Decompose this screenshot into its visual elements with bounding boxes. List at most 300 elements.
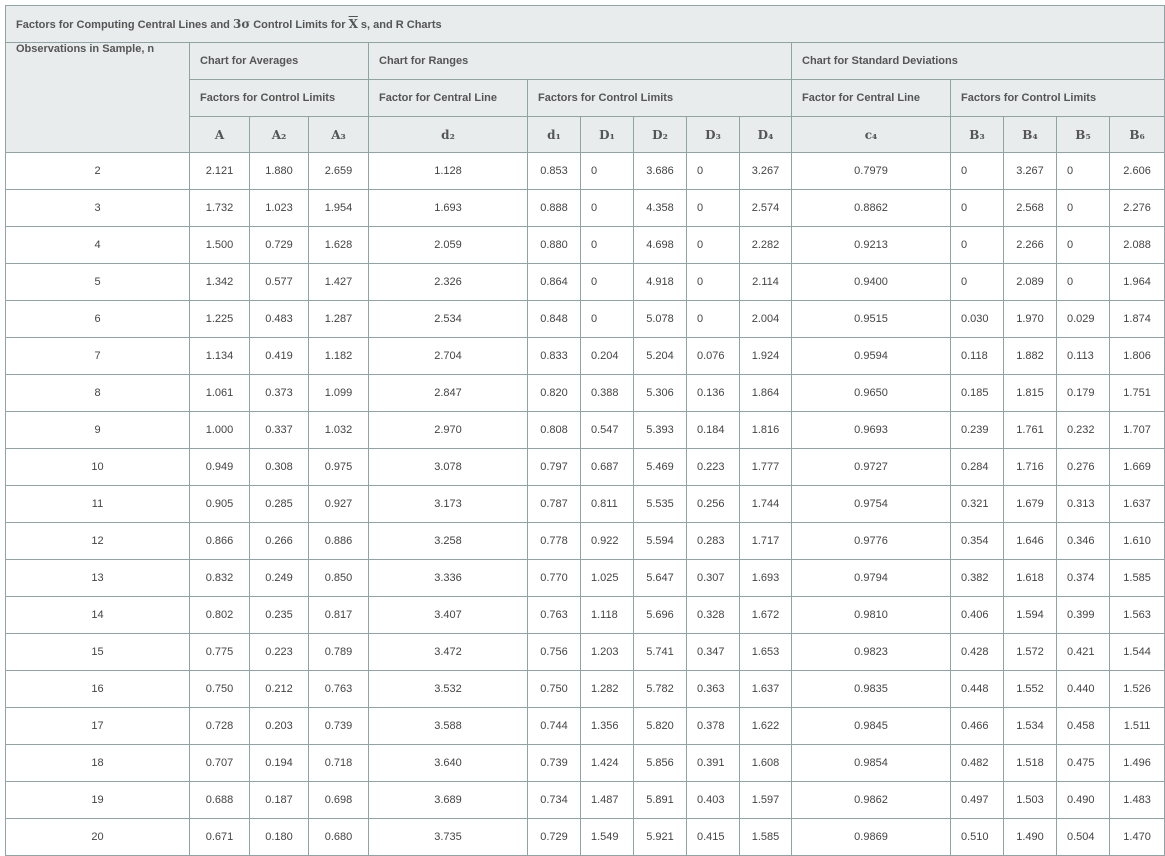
factor-cell: 0.687 (581, 449, 634, 486)
ranges-factors-header: Factors for Control Limits (528, 80, 792, 117)
factor-cell: 1.653 (740, 634, 792, 671)
factor-cell: 0.388 (581, 375, 634, 412)
factor-cell: 1.424 (581, 745, 634, 782)
factor-cell: 0.391 (687, 745, 740, 782)
factor-cell: 3.407 (369, 597, 528, 634)
factor-cell: 0.440 (1057, 671, 1110, 708)
factor-cell: 0.739 (528, 745, 581, 782)
factor-cell: 0 (1057, 153, 1110, 190)
factor-cell: 0 (581, 301, 634, 338)
symbol-header: A₂ (250, 117, 309, 153)
factor-cell: 1.970 (1004, 301, 1057, 338)
factor-cell: 1.964 (1110, 264, 1165, 301)
symbol-header: D₁ (581, 117, 634, 153)
table-row (6, 523, 1165, 560)
factor-cell: 0.9776 (792, 523, 951, 560)
table-row (6, 375, 1165, 412)
factor-cell: 0.853 (528, 153, 581, 190)
factor-cell: 4.358 (634, 190, 687, 227)
factor-cell: 0.313 (1057, 486, 1110, 523)
factor-cell: 0.888 (528, 190, 581, 227)
factor-cell: 3.267 (740, 153, 792, 190)
table-row (6, 412, 1165, 449)
factor-cell: 0 (951, 190, 1004, 227)
factor-cell: 0.490 (1057, 782, 1110, 819)
factor-cell: 5.393 (634, 412, 687, 449)
factor-cell: 0.864 (528, 264, 581, 301)
factor-cell: 0.9835 (792, 671, 951, 708)
factor-cell: 0 (687, 153, 740, 190)
factor-cell: 0.347 (687, 634, 740, 671)
factor-cell: 1.032 (309, 412, 369, 449)
factor-cell: 0.266 (250, 523, 309, 560)
factor-cell: 0.734 (528, 782, 581, 819)
factor-cell: 1.806 (1110, 338, 1165, 375)
factor-cell: 1.500 (190, 227, 250, 264)
sample-size-cell: 7 (6, 338, 190, 375)
table-row (6, 634, 1165, 671)
factor-cell: 1.134 (190, 338, 250, 375)
factor-cell: 1.761 (1004, 412, 1057, 449)
factor-cell: 2.568 (1004, 190, 1057, 227)
factor-cell: 0.419 (250, 338, 309, 375)
factor-cell: 0.9693 (792, 412, 951, 449)
factor-cell: 0 (951, 227, 1004, 264)
factor-cell: 1.025 (581, 560, 634, 597)
factor-cell: 5.921 (634, 819, 687, 856)
factor-cell: 2.970 (369, 412, 528, 449)
factor-cell: 2.606 (1110, 153, 1165, 190)
std-devs-header: Chart for Standard Deviations (792, 43, 1165, 80)
table-row (6, 338, 1165, 375)
factor-cell: 1.864 (740, 375, 792, 412)
factor-cell: 3.689 (369, 782, 528, 819)
factor-cell: 0 (581, 190, 634, 227)
averages-factors-header: Factors for Control Limits (190, 80, 369, 117)
factor-cell: 5.647 (634, 560, 687, 597)
factor-cell: 5.594 (634, 523, 687, 560)
factor-cell: 1.490 (1004, 819, 1057, 856)
factor-cell: 0.510 (951, 819, 1004, 856)
factor-cell: 0.9400 (792, 264, 951, 301)
factor-cell: 1.693 (740, 560, 792, 597)
factor-cell: 0 (1057, 227, 1110, 264)
factor-cell: 0 (581, 264, 634, 301)
factor-cell: 0.927 (309, 486, 369, 523)
factor-cell: 1.646 (1004, 523, 1057, 560)
factor-cell: 2.089 (1004, 264, 1057, 301)
factor-cell: 0 (951, 264, 1004, 301)
table-row (6, 301, 1165, 338)
factor-cell: 0.399 (1057, 597, 1110, 634)
factor-cell: 0.778 (528, 523, 581, 560)
factor-cell: 0.808 (528, 412, 581, 449)
factor-cell: 0.482 (951, 745, 1004, 782)
factor-cell: 0.763 (309, 671, 369, 708)
sample-size-cell: 15 (6, 634, 190, 671)
factor-cell: 0.187 (250, 782, 309, 819)
factor-cell: 0.671 (190, 819, 250, 856)
factor-cell: 5.306 (634, 375, 687, 412)
factor-cell: 0.421 (1057, 634, 1110, 671)
factor-cell: 2.534 (369, 301, 528, 338)
table-row (6, 264, 1165, 301)
factor-cell: 0.321 (951, 486, 1004, 523)
sample-size-cell: 10 (6, 449, 190, 486)
factor-cell: 0 (687, 301, 740, 338)
factor-cell: 0.9869 (792, 819, 951, 856)
factor-cell: 5.535 (634, 486, 687, 523)
factor-cell: 1.356 (581, 708, 634, 745)
table-row (6, 153, 1165, 190)
factor-cell: 2.282 (740, 227, 792, 264)
factor-cell: 1.637 (740, 671, 792, 708)
factor-cell: 1.882 (1004, 338, 1057, 375)
factor-cell: 0.328 (687, 597, 740, 634)
table-row (6, 708, 1165, 745)
factor-cell: 3.588 (369, 708, 528, 745)
factor-cell: 2.574 (740, 190, 792, 227)
factor-cell: 1.679 (1004, 486, 1057, 523)
factor-cell: 2.088 (1110, 227, 1165, 264)
title-xbar: $\overline{X}$ (348, 17, 358, 31)
factor-cell: 1.511 (1110, 708, 1165, 745)
factor-cell: 0.337 (250, 412, 309, 449)
factor-cell: 0.223 (687, 449, 740, 486)
factor-cell: 0.832 (190, 560, 250, 597)
factor-cell: 0.076 (687, 338, 740, 375)
factor-cell: 3.078 (369, 449, 528, 486)
factor-cell: 0.118 (951, 338, 1004, 375)
sample-size-cell: 16 (6, 671, 190, 708)
factor-cell: 0.775 (190, 634, 250, 671)
factor-cell: 5.204 (634, 338, 687, 375)
factor-cell: 1.526 (1110, 671, 1165, 708)
factor-cell: 1.182 (309, 338, 369, 375)
factor-cell: 1.594 (1004, 597, 1057, 634)
factor-cell: 0.9213 (792, 227, 951, 264)
factor-cell: 1.597 (740, 782, 792, 819)
factor-cell: 1.608 (740, 745, 792, 782)
factor-cell: 0.179 (1057, 375, 1110, 412)
factor-cell: 1.585 (1110, 560, 1165, 597)
factor-cell: 1.518 (1004, 745, 1057, 782)
factor-cell: 0.744 (528, 708, 581, 745)
symbol-header: B₃ (951, 117, 1004, 153)
factor-cell: 0.7979 (792, 153, 951, 190)
factor-cell: 3.735 (369, 819, 528, 856)
sample-size-cell: 9 (6, 412, 190, 449)
factor-cell: 1.496 (1110, 745, 1165, 782)
factor-cell: 1.707 (1110, 412, 1165, 449)
factor-cell: 2.326 (369, 264, 528, 301)
table-row (6, 597, 1165, 634)
factor-cell: 1.744 (740, 486, 792, 523)
factor-cell: 4.918 (634, 264, 687, 301)
factor-cell: 0.707 (190, 745, 250, 782)
factor-cell: 0 (581, 153, 634, 190)
factor-cell: 0.750 (528, 671, 581, 708)
table-row (6, 745, 1165, 782)
factor-cell: 0.406 (951, 597, 1004, 634)
factor-cell: 0.763 (528, 597, 581, 634)
factor-cell: 0 (687, 264, 740, 301)
factor-cell: 1.874 (1110, 301, 1165, 338)
sample-size-cell: 6 (6, 301, 190, 338)
factor-cell: 0.497 (951, 782, 1004, 819)
factor-cell: 0.680 (309, 819, 369, 856)
factor-cell: 5.891 (634, 782, 687, 819)
std-central-line-header: Factor for Central Line (792, 80, 951, 117)
std-factors-header: Factors for Control Limits (951, 80, 1165, 117)
factor-cell: 0.354 (951, 523, 1004, 560)
factor-cell: 1.487 (581, 782, 634, 819)
factor-cell: 0.880 (528, 227, 581, 264)
sample-size-cell: 20 (6, 819, 190, 856)
factor-cell: 0.346 (1057, 523, 1110, 560)
factor-cell: 3.640 (369, 745, 528, 782)
table-row (6, 819, 1165, 856)
factor-cell: 0 (1057, 190, 1110, 227)
sample-size-cell: 18 (6, 745, 190, 782)
factor-cell: 5.820 (634, 708, 687, 745)
factor-cell: 1.225 (190, 301, 250, 338)
sample-size-cell: 12 (6, 523, 190, 560)
factor-cell: 0.184 (687, 412, 740, 449)
factor-cell: 0.9754 (792, 486, 951, 523)
factor-cell: 5.469 (634, 449, 687, 486)
symbol-header: B₄ (1004, 117, 1057, 153)
factor-cell: 0.9823 (792, 634, 951, 671)
factor-cell: 1.816 (740, 412, 792, 449)
control-chart-factors-table (5, 5, 1165, 856)
factor-cell: 0.817 (309, 597, 369, 634)
factor-cell: 1.427 (309, 264, 369, 301)
factor-cell: 0.9515 (792, 301, 951, 338)
factor-cell: 3.532 (369, 671, 528, 708)
factor-cell: 0.308 (250, 449, 309, 486)
factor-cell: 1.503 (1004, 782, 1057, 819)
symbol-header: A₃ (309, 117, 369, 153)
factor-cell: 0.848 (528, 301, 581, 338)
factor-cell: 1.717 (740, 523, 792, 560)
symbol-header: d₂ (369, 117, 528, 153)
factor-cell: 0.886 (309, 523, 369, 560)
factor-cell: 0.307 (687, 560, 740, 597)
factor-cell: 0.802 (190, 597, 250, 634)
title-middle: Control Limits for (250, 19, 349, 31)
factor-cell: 1.777 (740, 449, 792, 486)
factor-cell: 0 (1057, 264, 1110, 301)
sample-size-cell: 2 (6, 153, 190, 190)
factor-cell: 0.850 (309, 560, 369, 597)
factor-cell: 0.729 (250, 227, 309, 264)
factor-cell: 0.180 (250, 819, 309, 856)
factor-cell: 0.212 (250, 671, 309, 708)
factor-cell: 0.363 (687, 671, 740, 708)
factor-cell: 0 (951, 153, 1004, 190)
symbol-header: D₂ (634, 117, 687, 153)
factor-cell: 5.696 (634, 597, 687, 634)
factor-cell: 0.688 (190, 782, 250, 819)
factor-cell: 0.029 (1057, 301, 1110, 338)
factor-cell: 0 (581, 227, 634, 264)
symbol-header: D₃ (687, 117, 740, 153)
factor-cell: 1.637 (1110, 486, 1165, 523)
factor-cell: 3.472 (369, 634, 528, 671)
sample-size-cell: 19 (6, 782, 190, 819)
factor-cell: 0.729 (528, 819, 581, 856)
factor-cell: 0.415 (687, 819, 740, 856)
factor-cell: 1.099 (309, 375, 369, 412)
factor-cell: 1.815 (1004, 375, 1057, 412)
factor-cell: 1.622 (740, 708, 792, 745)
factor-cell: 1.628 (309, 227, 369, 264)
ranges-header: Chart for Ranges (369, 43, 792, 80)
factor-cell: 3.267 (1004, 153, 1057, 190)
factor-cell: 0.866 (190, 523, 250, 560)
factor-cell: 1.751 (1110, 375, 1165, 412)
factor-cell: 1.954 (309, 190, 369, 227)
factor-cell: 5.782 (634, 671, 687, 708)
factor-cell: 0.789 (309, 634, 369, 671)
factor-cell: 1.544 (1110, 634, 1165, 671)
factor-cell: 0.770 (528, 560, 581, 597)
symbol-header: c₄ (792, 117, 951, 153)
factor-cell: 0.811 (581, 486, 634, 523)
factor-cell: 5.078 (634, 301, 687, 338)
factor-cell: 0.249 (250, 560, 309, 597)
factor-cell: 1.880 (250, 153, 309, 190)
table-row (6, 190, 1165, 227)
symbol-header: D₄ (740, 117, 792, 153)
factor-cell: 0.833 (528, 338, 581, 375)
factor-cell: 1.023 (250, 190, 309, 227)
factor-cell: 5.856 (634, 745, 687, 782)
table-row (6, 560, 1165, 597)
factor-cell: 0.820 (528, 375, 581, 412)
factor-cell: 0.204 (581, 338, 634, 375)
factor-cell: 1.618 (1004, 560, 1057, 597)
factor-cell: 0.9794 (792, 560, 951, 597)
factor-cell: 0.9650 (792, 375, 951, 412)
factor-cell: 1.000 (190, 412, 250, 449)
factor-cell: 0.194 (250, 745, 309, 782)
factor-cell: 0.9845 (792, 708, 951, 745)
factor-cell: 0.577 (250, 264, 309, 301)
factor-cell: 2.059 (369, 227, 528, 264)
factor-cell: 0.9594 (792, 338, 951, 375)
sample-size-cell: 8 (6, 375, 190, 412)
factor-cell: 0.9727 (792, 449, 951, 486)
sample-size-cell: 5 (6, 264, 190, 301)
factor-cell: 1.203 (581, 634, 634, 671)
title-suffix: s, and R Charts (357, 19, 442, 31)
factor-cell: 1.549 (581, 819, 634, 856)
factor-cell: 0.9862 (792, 782, 951, 819)
factor-cell: 0.276 (1057, 449, 1110, 486)
factor-cell: 1.061 (190, 375, 250, 412)
factor-cell: 0.284 (951, 449, 1004, 486)
factor-cell: 1.585 (740, 819, 792, 856)
factor-cell: 1.563 (1110, 597, 1165, 634)
factor-cell: 2.114 (740, 264, 792, 301)
factor-cell: 0.718 (309, 745, 369, 782)
factor-cell: 0.9854 (792, 745, 951, 782)
factor-cell: 0.203 (250, 708, 309, 745)
factor-cell: 0.113 (1057, 338, 1110, 375)
table-row (6, 671, 1165, 708)
factor-cell: 1.693 (369, 190, 528, 227)
title-sigma: 3σ (232, 17, 251, 31)
averages-header: Chart for Averages (190, 43, 369, 80)
factor-cell: 1.282 (581, 671, 634, 708)
factor-cell: 0.787 (528, 486, 581, 523)
factor-cell: 1.534 (1004, 708, 1057, 745)
table-row (6, 449, 1165, 486)
factor-cell: 0.378 (687, 708, 740, 745)
factor-cell: 1.118 (581, 597, 634, 634)
factor-cell: 0.382 (951, 560, 1004, 597)
factor-cell: 0.403 (687, 782, 740, 819)
factor-cell: 0.756 (528, 634, 581, 671)
table-row (6, 227, 1165, 264)
factor-cell: 0.750 (190, 671, 250, 708)
factor-cell: 1.672 (740, 597, 792, 634)
symbol-header: B₅ (1057, 117, 1110, 153)
factor-cell: 0.285 (250, 486, 309, 523)
factor-cell: 0.504 (1057, 819, 1110, 856)
factor-cell: 2.704 (369, 338, 528, 375)
factor-cell: 1.732 (190, 190, 250, 227)
factor-cell: 2.121 (190, 153, 250, 190)
factor-cell: 0.797 (528, 449, 581, 486)
factor-cell: 2.266 (1004, 227, 1057, 264)
factor-cell: 1.552 (1004, 671, 1057, 708)
factor-cell: 1.924 (740, 338, 792, 375)
title-prefix: Factors for Computing Central Lines and (16, 19, 233, 31)
factor-cell: 0.185 (951, 375, 1004, 412)
sample-size-cell: 4 (6, 227, 190, 264)
observations-header: Observations in Sample, n (6, 43, 190, 153)
factor-cell: 1.128 (369, 153, 528, 190)
factor-cell: 0.547 (581, 412, 634, 449)
factor-cell: 0.239 (951, 412, 1004, 449)
sample-size-cell: 14 (6, 597, 190, 634)
factor-cell: 1.483 (1110, 782, 1165, 819)
symbol-header: d₁ (528, 117, 581, 153)
factor-cell: 0.466 (951, 708, 1004, 745)
factor-cell: 0.905 (190, 486, 250, 523)
factor-cell: 3.336 (369, 560, 528, 597)
factor-cell: 3.258 (369, 523, 528, 560)
factor-cell: 0.256 (687, 486, 740, 523)
factor-cell: 1.287 (309, 301, 369, 338)
factor-cell: 0.448 (951, 671, 1004, 708)
factor-cell: 0.922 (581, 523, 634, 560)
factor-cell: 0 (687, 190, 740, 227)
factor-cell: 1.716 (1004, 449, 1057, 486)
factor-cell: 0.483 (250, 301, 309, 338)
factor-cell: 0.374 (1057, 560, 1110, 597)
factor-cell: 4.698 (634, 227, 687, 264)
factor-cell: 0.030 (951, 301, 1004, 338)
sample-size-cell: 13 (6, 560, 190, 597)
factor-cell: 0.698 (309, 782, 369, 819)
ranges-central-line-header: Factor for Central Line (369, 80, 528, 117)
factor-cell: 0.975 (309, 449, 369, 486)
factor-cell: 1.610 (1110, 523, 1165, 560)
